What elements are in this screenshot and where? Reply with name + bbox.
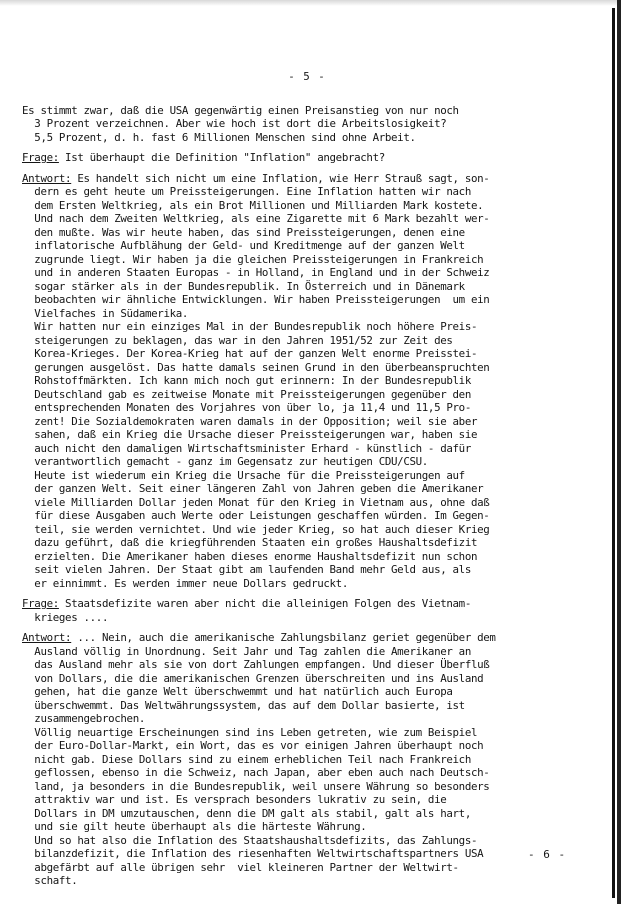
- line-text: den mußte. Was wir heute haben, das sind Preissteigerungen, denen eine: [22, 225, 465, 239]
- text-line: [22, 388, 592, 402]
- text-line: [22, 117, 592, 131]
- text-line: [22, 847, 592, 861]
- page-number: - 5 -: [288, 70, 326, 83]
- line-text: Es stimmt zwar, daß die USA gegenwärtig einen Preisanstieg von nur noch: [22, 103, 459, 117]
- line-text: der Euro-Dollar-Markt, ein Wort, das es vor einigen Jahren überhaupt noch: [22, 739, 484, 752]
- scan-binding-line: [612, 8, 615, 898]
- line-text: Und nach dem Zweiten Weltkrieg, als eine Zigarette mit 6 Mark bezahlt wer-: [22, 212, 490, 225]
- frage-block: [22, 597, 592, 624]
- next-page-number: - 6 -: [528, 848, 567, 861]
- line-text: dem Ersten Weltkrieg, als ein Brot Millionen und Milliarden Mark kostete.: [22, 198, 484, 212]
- line-text: schaft.: [22, 874, 78, 887]
- antwort-block: [22, 172, 592, 591]
- line-text: krieges ....: [22, 610, 109, 624]
- line-text: 5,5 Prozent, d. h. fast 6 Millionen Menschen sind ohne Arbeit.: [22, 130, 416, 144]
- scan-top-edge: [0, 0, 621, 6]
- speaker-label: Antwort:: [22, 631, 72, 644]
- speaker-label: Antwort:: [22, 171, 72, 185]
- line-text: teil, sie werden vernichtet. Und wie jeder Krieg, so hat auch dieser Krieg: [22, 522, 490, 536]
- text-line: [22, 415, 592, 429]
- line-text: gerungen ausgelöst. Das hatte damals seinen Grund in den überbeanspruchten: [22, 360, 490, 374]
- text-line: [22, 820, 592, 834]
- line-text: Staatsdefizite waren aber nicht die alleinigen Folgen des Vietnam-: [58, 597, 471, 610]
- text-line: [22, 253, 592, 267]
- text-line: [22, 361, 592, 375]
- line-text: abgefärbt auf alle übrigen sehr viel kleineren Partner der Weltwirt-: [22, 860, 459, 874]
- text-line: [22, 739, 592, 753]
- paragraph-gap: [22, 624, 592, 631]
- text-line: [22, 834, 592, 848]
- line-text: entsprechenden Monaten des Vorjahres von über lo, ja 11,4 und 11,5 Pro-: [22, 401, 471, 414]
- text-line: [22, 753, 592, 767]
- line-text: Heute ist wiederum ein Krieg die Ursache für die Preissteigerungen auf: [22, 468, 465, 482]
- text-line: [22, 212, 592, 226]
- text-line: [22, 793, 592, 807]
- line-text: seit vielen Jahren. Der Staat gibt am laufenden Band mehr Geld aus, als: [22, 563, 471, 576]
- line-text: land, ja besonders in die Bundesrepublik, weil unsere Währung so besonders: [22, 779, 490, 793]
- line-text: attraktiv war und ist. Es versprach besonders lukrativ zu sein, die: [22, 793, 447, 806]
- text-line: [22, 455, 592, 469]
- line-text: dern es geht heute um Preissteigerungen. Eine Inflation hatten wir nach: [22, 185, 471, 198]
- text-line: [22, 199, 592, 213]
- line-text: zent! Die Sozialdemokraten waren damals in der Opposition; weil sie aber: [22, 414, 478, 428]
- line-text: 3 Prozent verzeichnen. Aber wie hoch ist dort die Arbeitslosigkeit?: [22, 117, 447, 130]
- line-text: Wir hatten nur ein einziges Mal in der Bundesrepublik noch höhere Preis-: [22, 320, 478, 333]
- text-line: [22, 523, 592, 537]
- line-text: geflossen, ebenso in die Schweiz, nach Japan, aber eben auch nach Deutsch-: [22, 766, 490, 779]
- line-text: Und so hat also die Inflation des Staatshaushaltsdefizits, das Zahlungs-: [22, 833, 478, 847]
- text-line: [22, 239, 592, 253]
- text-line: [22, 293, 592, 307]
- line-text: viele Milliarden Dollar jeden Monat für den Krieg in Vietnam aus, ohne daß: [22, 495, 490, 509]
- text-line: [22, 226, 592, 240]
- line-text: zugrunde liegt. Wir haben ja die gleichen Preissteigerungen in Frankreich: [22, 252, 484, 266]
- document-body: [22, 70, 592, 888]
- line-text: sahen, daß ein Krieg die Ursache dieser Preissteigerungen war, haben sie: [22, 428, 478, 441]
- line-text: auch nicht den damaligen Wirtschaftsminister Erhard - künstlich - dafür: [22, 441, 471, 455]
- text-line: [22, 401, 592, 415]
- text-line: [22, 280, 592, 294]
- text-line: [22, 780, 592, 794]
- text-line: [22, 807, 592, 821]
- text-line: [22, 645, 592, 659]
- line-text: für diese Ausgaben auch Werte oder Leistungen geschaffen würden. Im Gegen-: [22, 509, 490, 522]
- text-line: [22, 266, 592, 280]
- line-text: dazu geführt, daß die kriegführenden Staaten ein großes Haushaltsdefizit: [22, 536, 478, 549]
- text-line: [22, 172, 592, 186]
- line-text: Rohstoffmärkten. Ich kann mich noch gut erinnern: In der Bundesrepublik: [22, 374, 471, 387]
- text-line: [22, 874, 592, 888]
- line-text: und sie gilt heute überhaupt als die härteste Währung.: [22, 820, 367, 833]
- line-text: überschwemmt. Das Weltwährungssystem, das auf dem Dollar basierte, ist: [22, 698, 465, 712]
- line-text: Ist überhaupt die Definition "Inflation" angebracht?: [58, 151, 385, 164]
- line-text: beobachten wir ähnliche Entwicklungen. Wir haben Preissteigerungen um ein: [22, 293, 490, 306]
- speaker-label: Frage:: [22, 597, 59, 610]
- text-line: [22, 428, 592, 442]
- line-text: von Dollars, die die amerikanischen Grenzen überschreiten und ins Ausland: [22, 671, 484, 685]
- text-line: [22, 104, 592, 118]
- line-text: zusammengebrochen.: [22, 712, 146, 725]
- line-text: Völlig neuartige Erscheinungen sind ins Leben getreten, wie zum Beispiel: [22, 725, 478, 739]
- line-text: gehen, hat die ganze Welt überschwemmt und hat natürlich auch Europa: [22, 685, 453, 698]
- text-line: [22, 672, 592, 686]
- text-line: [22, 442, 592, 456]
- text-line: [22, 131, 592, 145]
- text-line: [22, 631, 592, 645]
- line-text: ... Nein, auch die amerikanische Zahlungsbilanz geriet gegenüber dem: [71, 631, 496, 644]
- intro-block: [22, 104, 592, 145]
- line-text: erzielten. Die Amerikaner haben dieses enorme Haushaltsdefizit nun schon: [22, 549, 478, 563]
- line-text: steigerungen zu beklagen, das war in den Jahren 1951/52 zur Zeit des: [22, 333, 453, 347]
- line-text: bilanzdefizit, die Inflation des riesenhaften Weltwirtschaftspartners USA: [22, 847, 484, 860]
- text-line: [22, 347, 592, 361]
- line-text: der ganzen Welt. Seit einer längeren Zahl von Jahren geben die Amerikaner: [22, 482, 484, 495]
- line-text: Es handelt sich nicht um eine Inflation, wie Herr Strauß sagt, son-: [71, 171, 490, 185]
- text-line: [22, 550, 592, 564]
- line-text: nicht gab. Diese Dollars sind zu einem erheblichen Teil nach Frankreich: [22, 752, 471, 766]
- text-line: [22, 563, 592, 577]
- text-line: [22, 726, 592, 740]
- text-line: [22, 320, 592, 334]
- line-text: Deutschland gab es zeitweise Monate mit Preissteigerungen gegenüber den: [22, 387, 471, 401]
- text-line: [22, 496, 592, 510]
- text-line: [22, 334, 592, 348]
- line-text: Dollars in DM umzutauschen, denn die DM galt als stabil, galt als hart,: [22, 806, 471, 820]
- text-line: [22, 597, 592, 611]
- text-line: [22, 611, 592, 625]
- text-line: [22, 151, 592, 165]
- text-line: [22, 658, 592, 672]
- text-line: [22, 861, 592, 875]
- text-blocks: [22, 104, 592, 888]
- line-text: inflatorische Aufblähung der Geld- und Kreditmenge auf der ganzen Welt: [22, 239, 465, 252]
- text-line: [22, 712, 592, 726]
- line-text: und in anderen Staaten Europas - in Holland, in England und in der Schweiz: [22, 266, 490, 279]
- frage-block: [22, 151, 592, 165]
- scan-right-border: [617, 0, 621, 904]
- paragraph-gap: [22, 590, 592, 597]
- text-line: [22, 766, 592, 780]
- line-text: er einnimmt. Es werden immer neue Dollars gedruckt.: [22, 576, 348, 590]
- line-text: das Ausland mehr als sie von dort Zahlungen empfangen. Und dieser Überfluß: [22, 658, 490, 671]
- line-text: Ausland völlig in Unordnung. Seit Jahr und Tag zahlen die Amerikaner an: [22, 644, 471, 658]
- line-text: Vielfaches in Südamerika.: [22, 306, 189, 320]
- text-line: [22, 685, 592, 699]
- line-text: sogar stärker als in der Bundesrepublik. In Österreich und in Dänemark: [22, 279, 465, 293]
- text-line: [22, 482, 592, 496]
- text-line: [22, 185, 592, 199]
- paragraph-gap: [22, 144, 592, 151]
- paragraph-gap: [22, 165, 592, 172]
- text-line: [22, 577, 592, 591]
- text-line: [22, 536, 592, 550]
- line-text: verantwortlich gemacht - ganz im Gegensatz zur heutigen CDU/CSU.: [22, 455, 428, 468]
- text-line: [22, 699, 592, 713]
- line-text: Korea-Krieges. Der Korea-Krieg hat auf der ganzen Welt enorme Preisstei-: [22, 347, 478, 360]
- text-line: [22, 307, 592, 321]
- text-line: [22, 374, 592, 388]
- text-line: [22, 509, 592, 523]
- speaker-label: Frage:: [22, 151, 59, 164]
- text-line: [22, 469, 592, 483]
- antwort-block: [22, 631, 592, 888]
